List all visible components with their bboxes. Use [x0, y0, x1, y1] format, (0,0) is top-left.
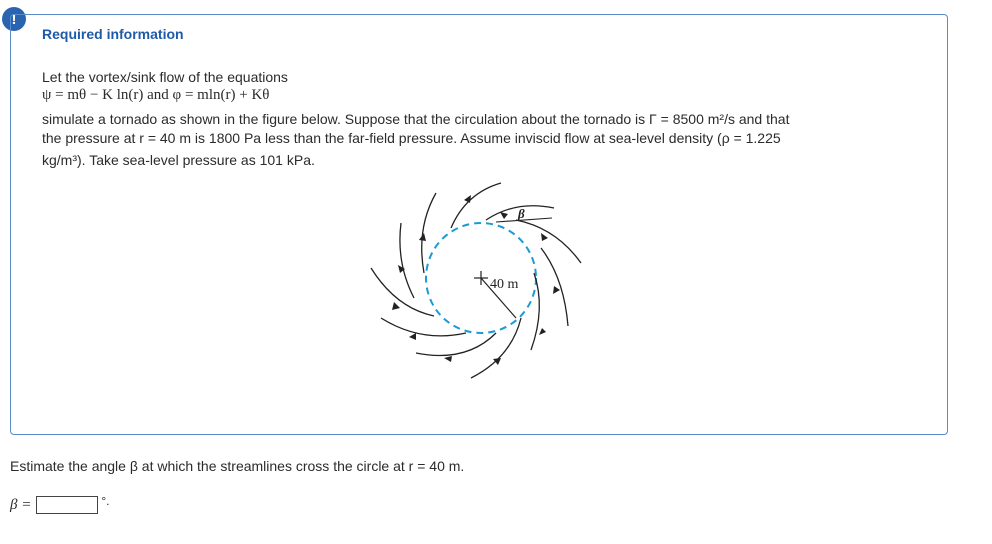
alert-icon: !	[2, 7, 26, 31]
tornado-streamline-figure	[356, 178, 586, 388]
answer-label: β =	[10, 496, 32, 513]
streamline	[471, 318, 521, 378]
answer-row	[10, 496, 109, 514]
tornado-diagram	[356, 178, 586, 388]
degree-unit: °.	[101, 494, 110, 508]
streamline	[451, 183, 501, 228]
info-title: Required information	[42, 26, 184, 42]
question-text: Estimate the angle β at which the streamlines cross the circle at r = 40 m.	[10, 458, 465, 474]
problem-text-line3: kg/m³). Take sea-level pressure as 101 kPa.	[42, 152, 315, 168]
problem-text-line1: simulate a tornado as shown in the figure below. Suppose that the circulation about the tornado is Γ = 8500 m²/s and that	[42, 111, 790, 127]
radius-label: 40 m	[490, 277, 519, 292]
streamline	[516, 220, 581, 263]
streamline	[381, 318, 466, 336]
beta-answer-input[interactable]	[36, 496, 98, 514]
problem-text-line2: the pressure at r = 40 m is 1800 Pa less than the far-field pressure. Assume inviscid flow at sea-level density (ρ = 1.225	[42, 130, 781, 146]
intro-text: Let the vortex/sink flow of the equations	[42, 69, 288, 85]
streamline	[422, 193, 436, 273]
streamline	[400, 223, 414, 298]
beta-label: β	[518, 206, 525, 221]
equation-text: ψ = mθ − K ln(r) and φ = mln(r) + Kθ	[42, 87, 270, 103]
streamline	[371, 268, 434, 316]
streamline	[416, 333, 496, 356]
